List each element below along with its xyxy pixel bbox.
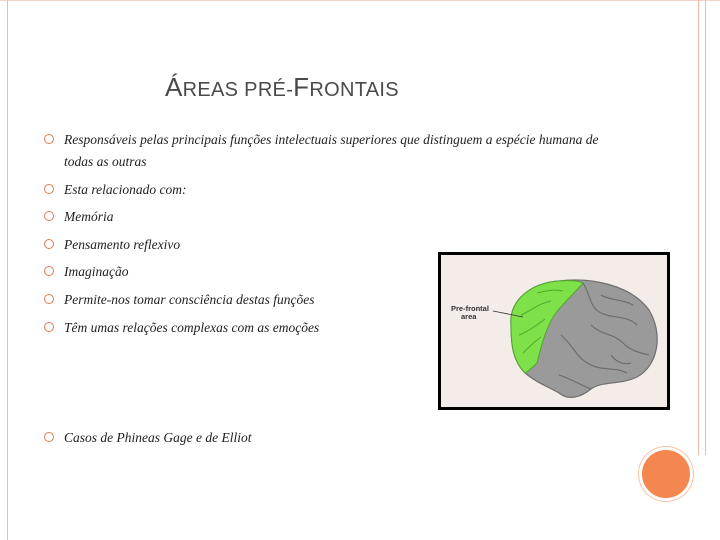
title-part-1: REAS PRÉ- [182,79,294,101]
bullet-text: Têm umas relações complexas com as emoções [64,320,320,335]
frame-right-outer-line [705,0,706,455]
bullet-text: Responsáveis pelas principais funções intelectuais superiores que distinguem a espécie humana de todas as outras [64,132,599,169]
brain-figure [438,252,670,410]
bullet-marker-icon [44,184,54,194]
frame-right-inner-line [698,0,699,455]
frame-left-line [7,0,8,540]
slide-title [165,72,645,112]
bullet-marker-icon [44,239,54,249]
figure-label-line2: area [461,312,477,321]
bullet-text: Permite-nos tomar consciência destas funções [64,292,315,307]
bullet-marker-icon [44,266,54,276]
bullet-text: Esta relacionado com: [64,182,187,197]
bullet-marker-icon [44,432,54,442]
title-initial-2: F [293,72,310,102]
accent-circle [639,447,693,501]
title-part-2: RONTAIS [309,79,399,101]
brain-illustration [441,255,667,407]
bullet-text: Imaginação [64,264,129,279]
bullet-text: Pensamento reflexivo [64,237,181,252]
bullet-marker-icon [44,211,54,221]
bullet-marker-icon [44,294,54,304]
figure-label-line1: Pre-frontal [451,304,489,313]
bullet-marker-icon [44,322,54,332]
bullet-text: Memória [64,209,114,224]
title-initial-1: Á [165,72,183,102]
bullet-marker-icon [44,134,54,144]
frame-top-line [0,0,720,1]
bullet-text: Casos de Phineas Gage e de Elliot [64,430,252,445]
